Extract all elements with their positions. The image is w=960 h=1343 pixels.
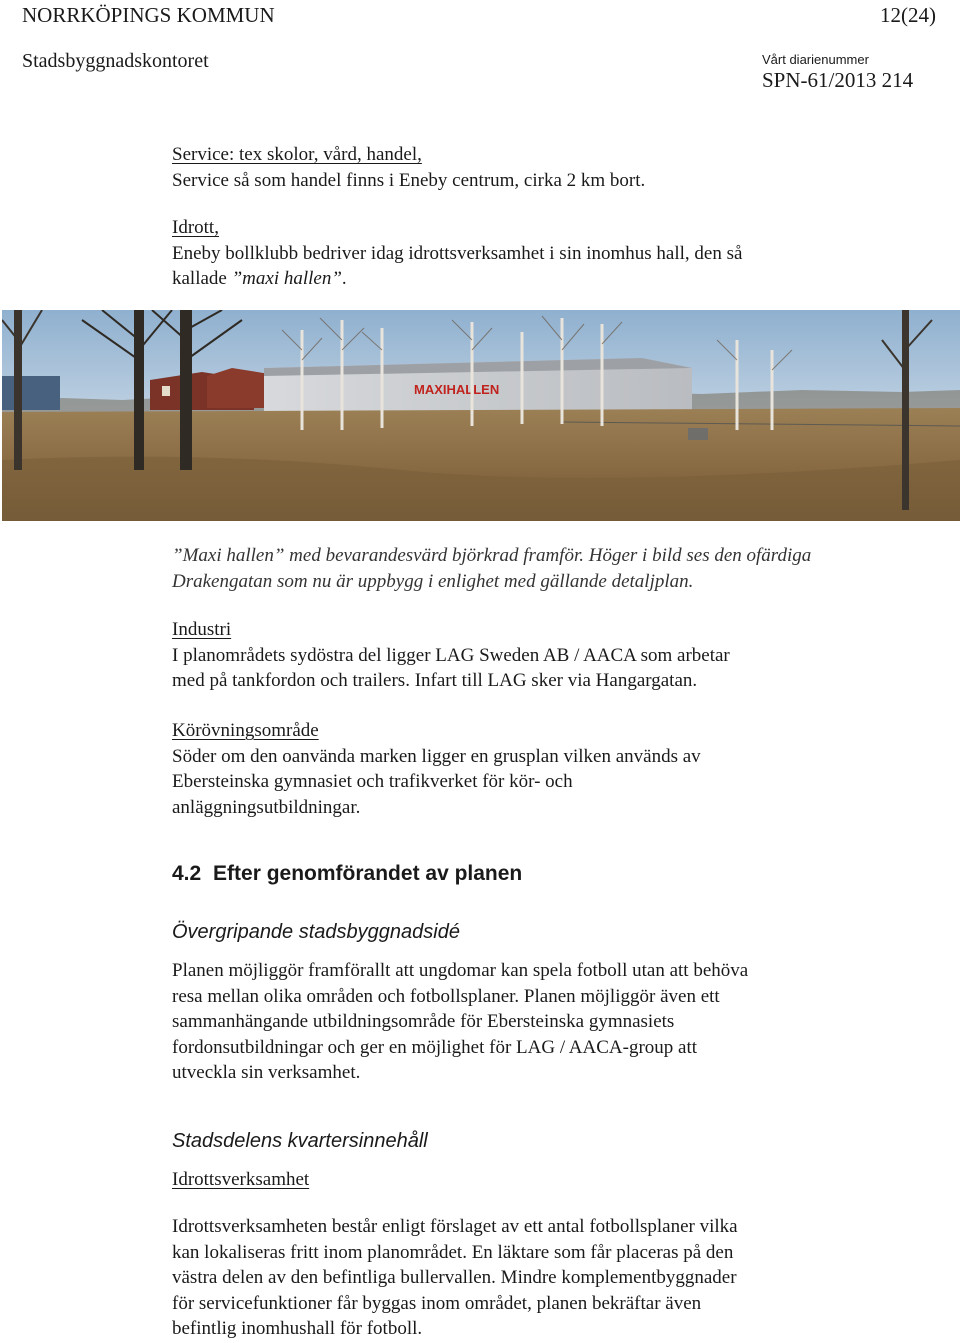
overgripande-line2: resa mellan olika områden och fotbollsplaner. Planen möjliggör även ett (172, 985, 720, 1007)
section-heading (172, 862, 522, 886)
caption-line1: ”Maxi hallen” med bevarandesvärd björkrad framför. Höger i bild ses den ofärdiga (172, 545, 812, 566)
overgripande-line3: sammanhängande utbildningsområde för Ebersteinska gymnasiets (172, 1011, 675, 1033)
korovning-heading: Körövningsområde (172, 720, 319, 741)
overgripande-line1: Planen möjliggör framförallt att ungdomar kan spela fotboll utan att behöva (172, 960, 749, 981)
kvarter-line2: kan lokaliseras fritt inom planområdet. En läktare som får placeras på den (172, 1241, 734, 1263)
industri-line1: I planområdets sydöstra del ligger LAG Sweden AB / AACA som arbetar (172, 644, 730, 666)
caption-line2: Drakengatan som nu är uppbygg i enlighet med gällande detaljplan. (172, 571, 694, 592)
idrott-line2-start: kallade (172, 268, 232, 290)
service-text: Service så som handel finns i Eneby centrum, cirka 2 km bort. (172, 169, 646, 191)
kvarter-subheading: Idrottsverksamhet (172, 1169, 310, 1190)
overgripande-line4: fordonsutbildningar och ger en möjlighet för LAG / AACA-group att (172, 1036, 698, 1058)
idrott-line1: Eneby bollklubb bedriver idag idrottsverksamhet i sin inomhus hall, den så (172, 242, 743, 264)
kvarter-line4: för servicefunktioner får byggas inom området, planen bekräftar även (172, 1292, 702, 1314)
industri-heading: Industri (172, 619, 232, 640)
idrott-heading: Idrott, (172, 217, 219, 238)
industri-line2: med på tankfordon och trailers. Infart till LAG sker via Hangargatan. (172, 670, 698, 692)
kvarter-heading: Stadsdelens kvartersinnehåll (172, 1130, 428, 1152)
photo-illustration (2, 310, 960, 521)
service-section (172, 142, 862, 193)
header-department: Stadsbyggnadskontoret (22, 50, 209, 72)
header-ref-label: Vårt diarienummer (762, 52, 869, 67)
header-org: NORRKÖPINGS KOMMUN (22, 3, 275, 27)
korovning-line2: Ebersteinska gymnasiet och trafikverket för kör- och (172, 771, 573, 793)
idrott-line2-end: . (341, 268, 347, 290)
overgripande-heading: Övergripande stadsbyggnadsidé (172, 921, 460, 943)
korovning-line1: Söder om den oanvända marken ligger en grusplan vilken används av (172, 745, 701, 767)
section-title: Efter genomförandet av planen (213, 862, 523, 885)
header-page-number: 12(24) (880, 3, 936, 27)
korovning-line3: anläggningsutbildningar. (172, 796, 361, 818)
header-ref-number: SPN-61/2013 214 (762, 68, 914, 92)
idrott-line2-italic: ”maxi hallen” (231, 268, 342, 290)
kvarter-line5: befintlig inomhushall för fotboll. (172, 1318, 423, 1340)
korovning-section (172, 718, 862, 820)
idrott-section (172, 215, 862, 292)
hall-sign-text: MAXIHALLEN (414, 382, 500, 397)
overgripande-body (172, 958, 862, 1086)
kvarter-line3: västra delen av den befintliga bullervallen. Mindre komplementbyggnader (172, 1267, 737, 1289)
service-heading: Service: tex skolor, vård, handel, (172, 144, 422, 165)
kvarter-line1: Idrottsverksamheten består enligt förslaget av ett antal fotbollsplaner vilka (172, 1216, 738, 1237)
industri-section (172, 617, 862, 694)
kvarter-body (172, 1214, 862, 1342)
maxihallen-photo (2, 310, 960, 521)
section-number: 4.2 (172, 862, 202, 885)
photo-caption (172, 543, 932, 595)
idrott-line2 (172, 266, 862, 292)
overgripande-line5: utveckla sin verksamhet. (172, 1062, 361, 1084)
